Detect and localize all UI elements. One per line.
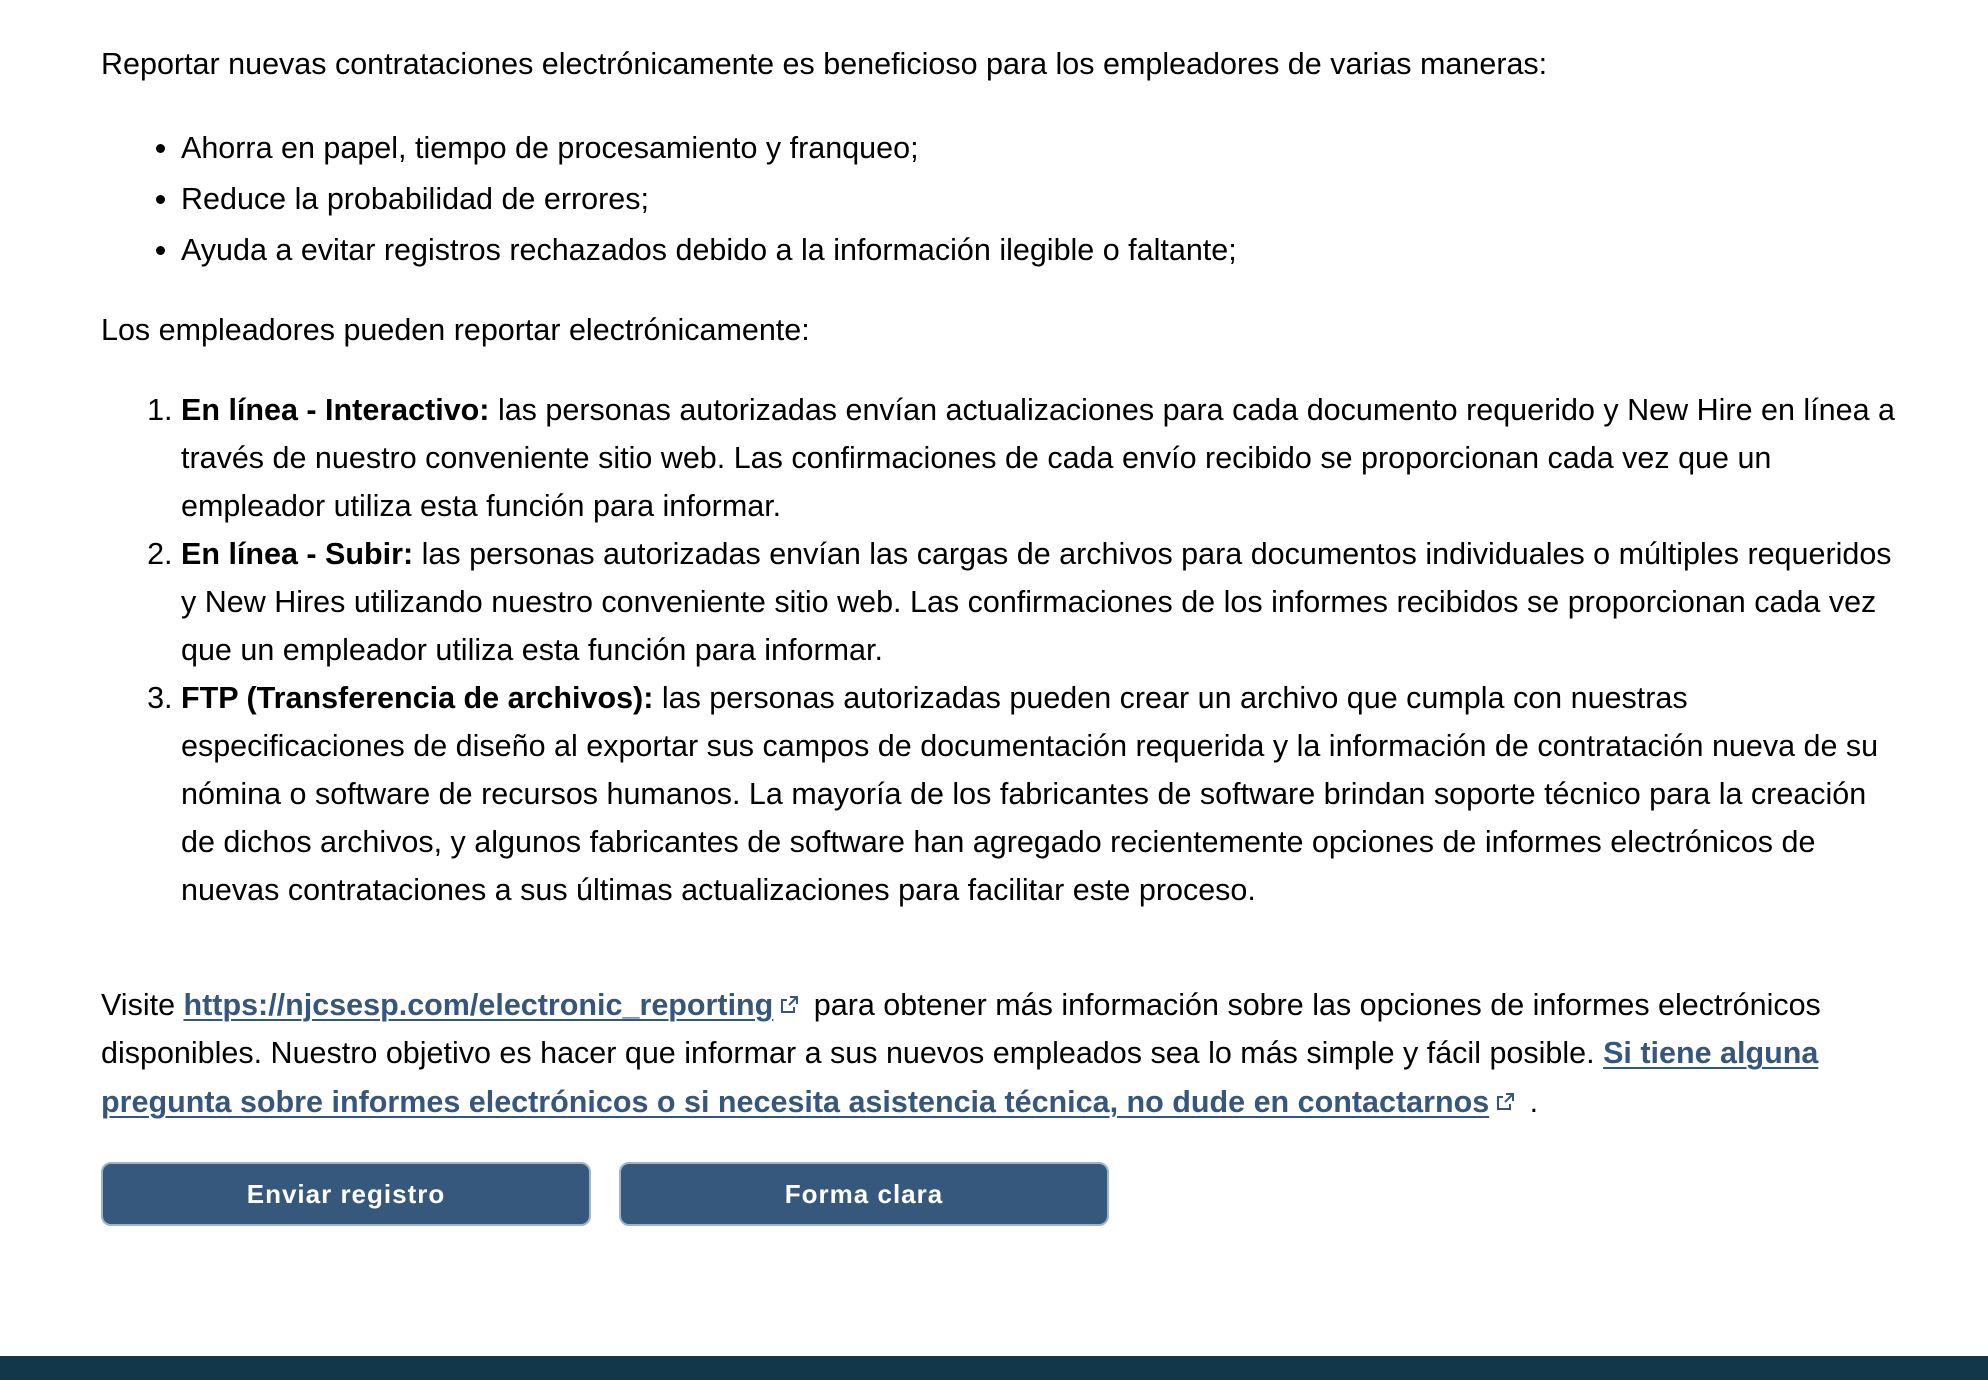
visit-paragraph (101, 981, 1901, 1127)
list-item (181, 530, 1901, 674)
list-item: • Reduce la probabilidad de errores; (181, 174, 1237, 225)
visit-suffix: . (1521, 1084, 1539, 1119)
benefits-list (101, 123, 1237, 276)
external-link-icon (779, 995, 799, 1015)
method-text: las personas autorizadas pueden crear un archivo que cumpla con nuestras especificaciones de diseño al exportar sus campos de documentación requerida y la información de contratación nueva de su nómina o software de recursos humanos. La mayoría de los fabricantes de software brindan soporte técnico para la creación de dichos archivos, y algunos fabricantes de software han agregado recientemente opciones de informes electrónicos de nuevas contrataciones a sus últimas actualizaciones para facilitar este proceso. (181, 681, 1879, 907)
electronic-reporting-link[interactable]: https://njcsesp.com/electronic_reporting (183, 987, 774, 1022)
intro-text: Reportar nuevas contrataciones electrónicamente es beneficioso para los empleadores de varias maneras: (101, 47, 1548, 81)
clear-form-button[interactable]: Forma clara (619, 1162, 1109, 1226)
method-title: FTP (Transferencia de archivos): (181, 681, 654, 715)
visit-prefix: Visite (101, 987, 184, 1022)
methods-list (101, 386, 1901, 914)
submit-record-button[interactable]: Enviar registro (101, 1162, 591, 1226)
list-item (181, 386, 1901, 530)
list-item (181, 674, 1901, 914)
method-text: las personas autorizadas envían las cargas de archivos para documentos individuales o múltiples requeridos y New Hires utilizando nuestro conveniente sitio web. Las confirmaciones de los informes recibidos se proporcionan cada vez que un empleador utiliza esta función para informar. (181, 537, 1892, 667)
contact-us-link[interactable]: Si tiene alguna pregunta sobre informes electrónicos o si necesita asistencia técnica, no dude en contactarnos (101, 1036, 1819, 1119)
visit-middle: para obtener más información sobre las opciones de informes electrónicos disponibles. Nuestro objetivo es hacer que informar a sus nuevos empleados sea lo más simple y fácil posible. (101, 987, 1821, 1070)
footer-bar (0, 1356, 1988, 1380)
list-item: • Ayuda a evitar registros rechazados debido a la información ilegible o faltante; (181, 225, 1237, 276)
external-link-icon (1495, 1092, 1515, 1112)
list-item: • Ahorra en papel, tiempo de procesamiento y franqueo; (181, 123, 1237, 174)
methods-intro: Los empleadores pueden reportar electrónicamente: (101, 313, 810, 347)
method-text: las personas autorizadas envían actualizaciones para cada documento requerido y New Hire en línea a través de nuestro conveniente sitio web. Las confirmaciones de cada envío recibido se proporcionan cada vez que un empleador utiliza esta función para informar. (181, 393, 1896, 523)
method-title: En línea - Subir: (181, 537, 414, 571)
method-title: En línea - Interactivo: (181, 393, 490, 427)
